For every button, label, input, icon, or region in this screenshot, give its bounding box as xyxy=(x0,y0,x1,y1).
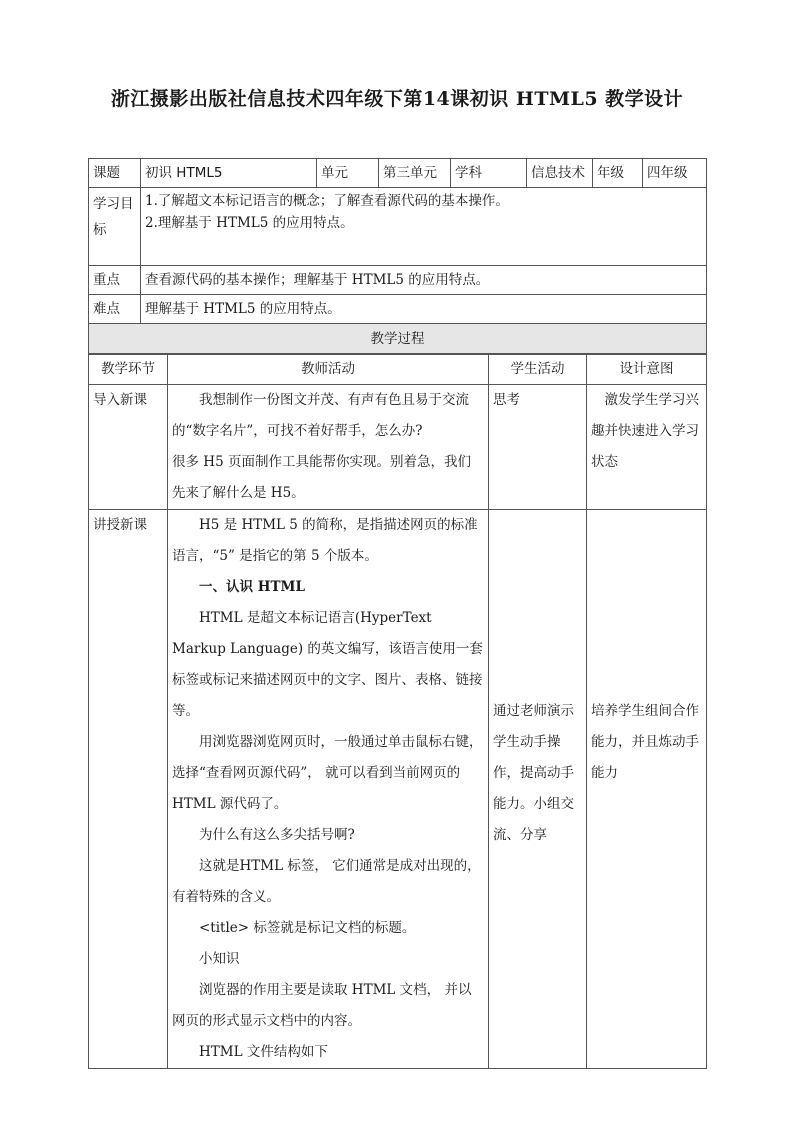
paragraph: 这就是HTML 标签， 它们通常是成对出现的，有着特殊的含义。 xyxy=(172,858,481,905)
teacher-activity-lesson xyxy=(168,510,489,1069)
paragraph: HTML 是超文本标记语言(HyperText Markup Language) 的英文编写，该语言使用一套标签或标记来描述网页中的文字、图片、表格、链接等。 xyxy=(172,610,483,719)
objective-item: 2.理解基于 HTML5 的应用特点。 xyxy=(145,215,354,231)
paragraph: HTML 文件结构如下 xyxy=(199,1044,328,1060)
objective-item: 1.了解超文本标记语言的概念；了解查看源代码的基本操作。 xyxy=(145,193,509,209)
objectives-cell xyxy=(141,188,707,266)
paragraph: 浏览器的作用主要是读取 HTML 文档， 并以网页的形式显示文档中的内容。 xyxy=(172,982,472,1029)
header-student: 学生活动 xyxy=(489,354,587,385)
key-point-label: 重点 xyxy=(89,266,141,295)
key-point-value: 查看源代码的基本操作；理解基于 HTML5 的应用特点。 xyxy=(141,266,707,295)
paragraph: 为什么有这么多尖括号啊? xyxy=(199,827,355,843)
student-activity-intro: 思考 xyxy=(489,385,587,510)
section-heading: 一、认识 HTML xyxy=(199,579,305,595)
difficulty-label: 难点 xyxy=(89,295,141,324)
design-intent-lesson: 培养学生组间合作能力，并且炼动手能力 xyxy=(587,510,707,1069)
paragraph: <title> 标签就是标记文档的标题。 xyxy=(199,920,416,936)
paragraph: 用浏览器浏览网页时，一般通过单击鼠标右键，选择“查看网页源代码”， 就可以看到当前网页的 HTML 源代码了。 xyxy=(172,734,483,812)
paragraph: 很多 H5 页面制作工具能帮你实现。别着急，我们先来了解什么是 H5。 xyxy=(172,454,471,501)
subject-label: 学科 xyxy=(451,159,527,188)
header-intent: 设计意图 xyxy=(587,354,707,385)
paragraph: H5 是 HTML 5 的简称，是指描述网页的标准语言，“5” 是指它的第 5 个版本。 xyxy=(172,517,478,564)
unit-value: 第三单元 xyxy=(379,159,451,188)
teaching-process-table xyxy=(88,353,707,1069)
lesson-info-table xyxy=(88,158,707,355)
objectives-label: 学习目标 xyxy=(89,188,141,266)
subject-value: 信息技术 xyxy=(527,159,593,188)
header-teacher: 教师活动 xyxy=(168,354,489,385)
unit-label: 单元 xyxy=(317,159,379,188)
paragraph: 我想制作一份图文并茂、有声有色且易于交流的“数字名片”，可找不着好帮手，怎么办? xyxy=(172,392,469,439)
document-title: 浙江摄影出版社信息技术四年级下第14课初识 HTML5 教学设计 xyxy=(110,88,684,110)
stage-new-lesson: 讲授新课 xyxy=(89,510,168,1069)
grade-label: 年级 xyxy=(593,159,643,188)
design-intent-intro: 激发学生学习兴趣并快速进入学习状态 xyxy=(587,385,707,510)
paragraph: 小知识 xyxy=(199,951,240,967)
stage-intro: 导入新课 xyxy=(89,385,168,510)
student-activity-lesson: 通过老师演示学生动手操作，提高动手能力。小组交流、分享 xyxy=(489,510,587,1069)
topic-value: 初识 HTML5 xyxy=(141,159,317,188)
topic-label: 课题 xyxy=(89,159,141,188)
teacher-activity-intro xyxy=(168,385,489,510)
grade-value: 四年级 xyxy=(643,159,707,188)
header-stage: 教学环节 xyxy=(89,354,168,385)
process-section-header: 教学过程 xyxy=(89,324,707,355)
difficulty-value: 理解基于 HTML5 的应用特点。 xyxy=(141,295,707,324)
